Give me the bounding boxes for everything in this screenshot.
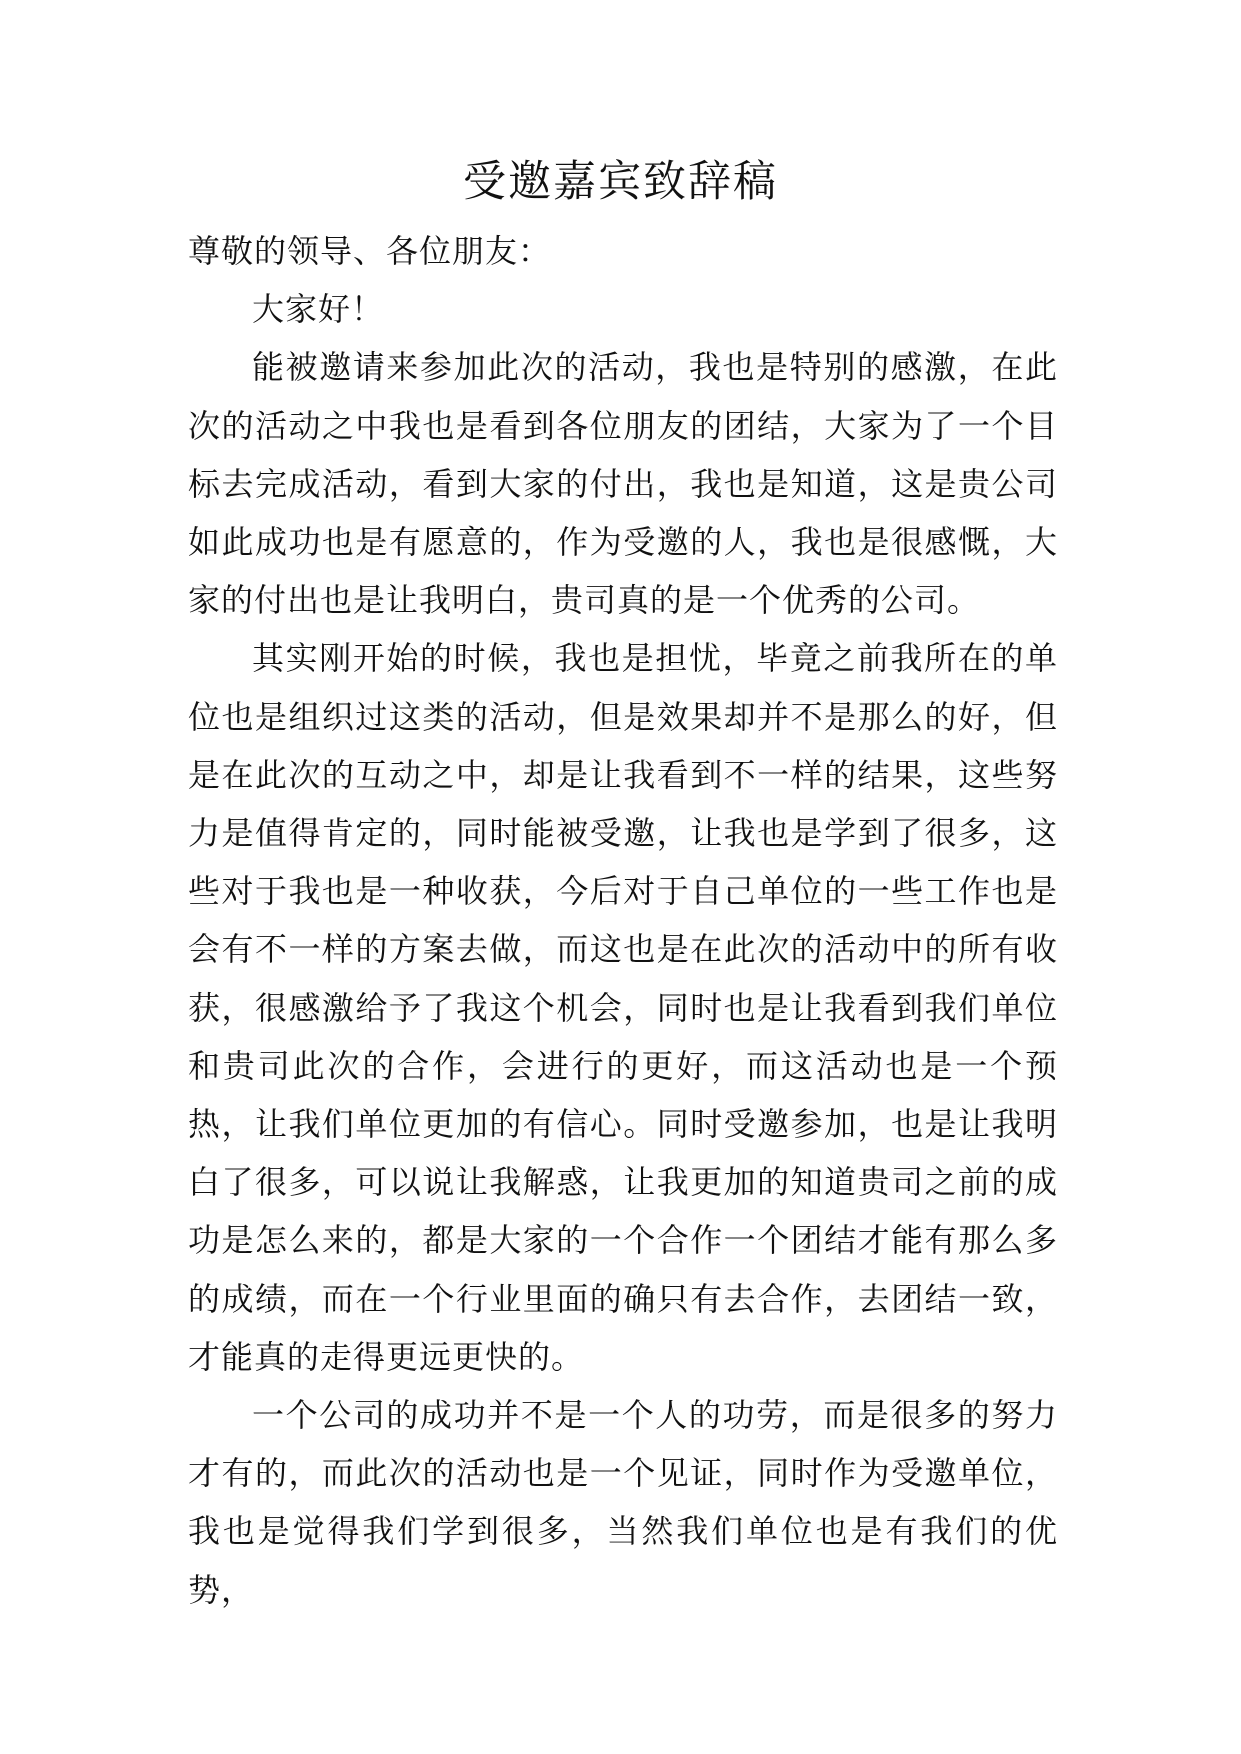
salutation: 尊敬的领导、各位朋友： [188,232,552,270]
greeting: 大家好！ [252,290,385,329]
document-body [188,222,1058,1619]
paragraph-3: 一个公司的成功并不是一个人的功劳，而是很多的努力才有的，而此次的活动也是一个见证，同时作为受邀单位，我也是觉得我们学到很多，当然我们单位也是有我们的优势， [188,1396,1058,1609]
paragraph-1: 能被邀请来参加此次的活动，我也是特别的感激，在此次的活动之中我也是看到各位朋友的团结，大家为了一个目标去完成活动，看到大家的付出，我也是知道，这是贵公司如此成功也是有愿意的，作为受邀的人，我也是很感慨，大家的付出也是让我明白，贵司真的是一个优秀的公司。 [188,348,1058,620]
document-title: 受邀嘉宾致辞稿 [463,157,778,207]
paragraph-2: 其实刚开始的时候，我也是担忧，毕竟之前我所在的单位也是组织过这类的活动，但是效果却并不是那么的好，但是在此次的互动之中，却是让我看到不一样的结果，这些努力是值得肯定的，同时能被受邀，让我也是学到了很多，这些对于我也是一种收获，今后对于自己单位的一些工作也是会有不一样的方案去做，而这也是在此次的活动中的所有收获，很感激给予了我这个机会，同时也是让我看到我们单位和贵司此次的合作，会进行的更好，而这活动也是一个预热，让我们单位更加的有信心。同时受邀参加，也是让我明白了很多，可以说让我解惑，让我更加的知道贵司之前的成功是怎么来的，都是大家的一个合作一个团结才能有那么多的成绩，而在一个行业里面的确只有去合作，去团结一致，才能真的走得更远更快的。 [188,639,1058,1376]
